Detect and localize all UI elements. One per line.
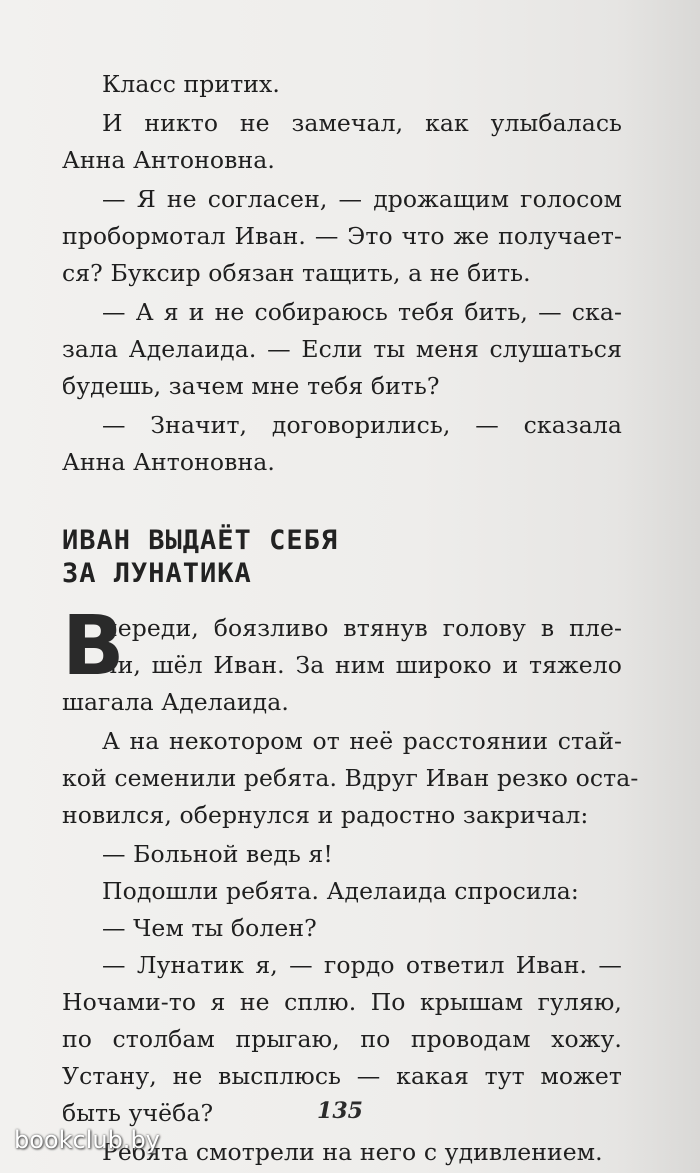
text-line: зала Аделаида. — Если ты меня слушаться — [62, 335, 622, 363]
paragraph — [62, 723, 639, 834]
page-number: 135 — [317, 1098, 363, 1124]
text-line: — Я не согласен, — дрожащим голосом — [102, 185, 622, 213]
paragraph — [62, 294, 622, 405]
text-line: ся? Буксир обязан тащить, а не бить. — [62, 259, 531, 287]
text-line: Анна Антоновна. — [62, 448, 275, 476]
text-line: Ночами-то я не сплю. По крышам гуляю, — [62, 988, 622, 1016]
text-line: — А я и не собираюсь тебя бить, — ска- — [102, 298, 622, 326]
watermark-logo: bookclub.by — [14, 1126, 160, 1154]
text-line: — Значит, договорились, — сказала — [102, 411, 622, 439]
paragraph — [62, 181, 622, 292]
text-line: новился, обернулся и радостно закричал: — [62, 801, 589, 829]
text-line: по столбам прыгаю, по проводам хожу. — [62, 1025, 622, 1053]
first-paragraph — [62, 599, 622, 721]
text-line: шагала Аделаида. — [62, 688, 289, 716]
chapter-title-line: ИВАН ВЫДАЁТ СЕБЯ — [62, 525, 339, 556]
paragraph — [62, 836, 622, 873]
text-line: Класс притих. — [102, 70, 280, 98]
text-line: Анна Антоновна. — [62, 146, 275, 174]
text-line: Ребята смотрели на него с удивлением. — [102, 1138, 603, 1166]
text-line: И никто не замечал, как улыбалась — [102, 109, 622, 137]
paragraph — [62, 66, 622, 103]
paragraph — [62, 407, 622, 481]
drop-cap: В — [62, 599, 125, 694]
text-line: — Лунатик я, — гордо ответил Иван. — — [102, 951, 622, 979]
text-line: пробормотал Иван. — Это что же получает- — [62, 222, 622, 250]
text-line: будешь, зачем мне тебя бить? — [62, 372, 440, 400]
text-line: переди, боязливо втянув голову в пле- — [102, 614, 622, 642]
text-line: А на некотором от неё расстоянии стай- — [102, 727, 622, 755]
paragraph — [62, 873, 622, 910]
text-line: чи, шёл Иван. За ним широко и тяжело — [102, 651, 622, 679]
paragraph — [62, 910, 622, 947]
text-line: — Чем ты болен? — [102, 914, 317, 942]
text-line: кой семенили ребята. Вдруг Иван резко оста- — [62, 764, 639, 792]
chapter-title — [62, 524, 622, 590]
text-line: Устану, не высплюсь — какая тут может — [62, 1062, 622, 1090]
chapter-title-line: ЗА ЛУНАТИКА — [62, 558, 252, 589]
text-line: быть учёба? — [62, 1099, 214, 1127]
text-line: Подошли ребята. Аделаида спросила: — [102, 877, 579, 905]
paragraph — [62, 105, 622, 179]
page-text — [62, 66, 639, 1171]
text-line: — Больной ведь я! — [102, 840, 333, 868]
